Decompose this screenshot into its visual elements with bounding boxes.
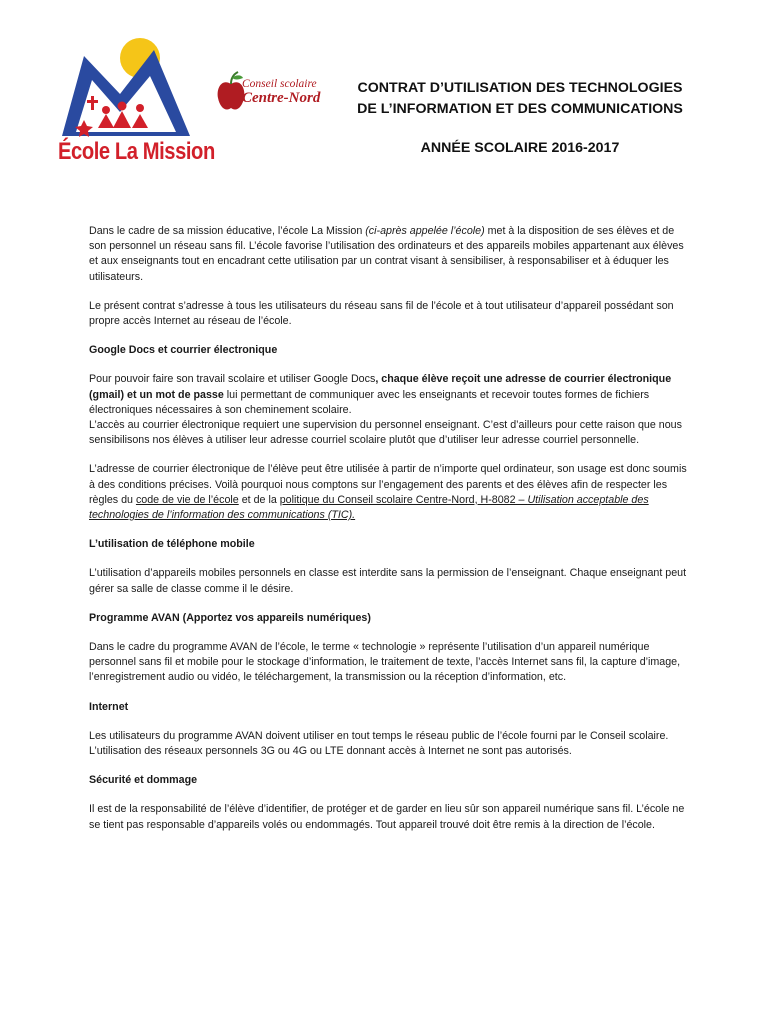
conseil-name-line2: Centre-Nord xyxy=(242,90,321,106)
google-paragraph-1: Pour pouvoir faire son travail scolaire et utiliser Google Docs, chaque élève reçoit une adresse de courrier électronique (gmail) et un mot de passe lui permettant de communiquer avec les enseignants et recevoir toutes formes de fichiers électroniques nécessaires à son cheminement scolaire. L’accès au courrier électronique requiert une supervision du personnel enseignant. C’est d’ailleurs pour cette raison que nous sensibilisons nos élèves à utiliser leur adresse courriel scolaire plutôt que d’utiliser leur adresse courriel personnelle. xyxy=(89,373,682,447)
google-paragraph-2: L’adresse de courrier électronique de l’élève peut être utilisée à partir de n’importe quel ordinateur, son usage est donc soumis à des conditions précises. Voilà pourquoi nous comptons sur l’engagement des parents et des élèves afin de respecter les règles du code de vie de l’école et de la politique du Conseil scolaire Centre-Nord, H-8082 – Utilisation acceptable des technologies de l’information des communications (TIC). xyxy=(89,463,687,522)
section-heading-internet: Internet xyxy=(89,700,129,713)
code-de-vie-link[interactable]: code de vie de l’école xyxy=(135,493,239,506)
section-heading-google: Google Docs et courrier électronique xyxy=(89,344,278,357)
intro-paragraph-1: Dans le cadre de sa mission éducative, l’école La Mission (ci-après appelée l’école) met à la disposition de ses élèves et de son personnel un réseau sans fil. L’école favorise l’utilisation des ordinateurs et des appareils mobiles appartenant aux élèves et aux enseignants tout en encadrant cette utilisation par un contrat visant à sensibiliser, à responsabiliser et à éduquer les utilisateurs. xyxy=(89,225,684,283)
school-year: ANNÉE SCOLAIRE 2016-2017 xyxy=(420,140,620,156)
section-heading-mobile: L’utilisation de téléphone mobile xyxy=(89,538,255,551)
avan-paragraph: Dans le cadre du programme AVAN de l’école, le terme « technologie » représente l’utilisation d’un appareil numérique personnel sans fil et mobile pour le stockage d’information, le traitement de texte, l’accès Internet sans fil, la capture d’image, l’enregistrement audio ou vidéo, le téléchargement, la transmission ou la réception d’information, etc. xyxy=(89,641,681,684)
section-heading-securite: Sécurité et dommage xyxy=(89,774,198,787)
politique-link[interactable]: politique du Conseil scolaire Centre-Nord, H-8082 – xyxy=(279,493,528,506)
intro-paragraph-2: Le présent contrat s’adresse à tous les utilisateurs du réseau sans fil de l’école et à tout utilisateur d’appareil possédant son propre accès Internet au réseau de l’école. xyxy=(89,299,674,328)
conseil-scolaire-logo xyxy=(216,66,320,118)
mobile-paragraph: L’utilisation d’appareils mobiles personnels en classe est interdite sans la permission de l’enseignant. Chaque enseignant peut gérer sa salle de classe comme il le désire. xyxy=(89,567,687,595)
ecole-la-mission-logo xyxy=(58,36,215,166)
conseil-name-line1: Conseil scolaire xyxy=(242,78,317,90)
section-heading-avan: Programme AVAN (Apportez vos appareils numériques) xyxy=(89,611,371,624)
mountain-logo-icon xyxy=(58,36,194,140)
document-body xyxy=(89,224,693,847)
document-header xyxy=(330,78,710,159)
title-line-1: CONTRAT D’UTILISATION DES TECHNOLOGIES xyxy=(357,80,683,96)
school-name-wordmark: École La Mission xyxy=(58,138,215,165)
politique-title-link[interactable]: Utilisation acceptable des technologies de l’information des communications (TIC). xyxy=(89,493,649,522)
title-line-2: DE L’INFORMATION ET DES COMMUNICATIONS xyxy=(357,101,683,117)
securite-paragraph: Il est de la responsabilité de l’élève d’identifier, de protéger et de garder en lieu sûr son appareil numérique sans fil. L’école ne se tient pas responsable d’appareils volés ou endommagés. Tout appareil trouvé doit être remis à la direction de l’école. xyxy=(89,803,685,831)
internet-paragraph: Les utilisateurs du programme AVAN doivent utiliser en tout temps le réseau public de l’école fourni par le Conseil scolaire. L’utilisation des réseaux personnels 3G ou 4G ou LTE donnant accès à Internet ne sont pas autorisés. xyxy=(89,729,669,758)
